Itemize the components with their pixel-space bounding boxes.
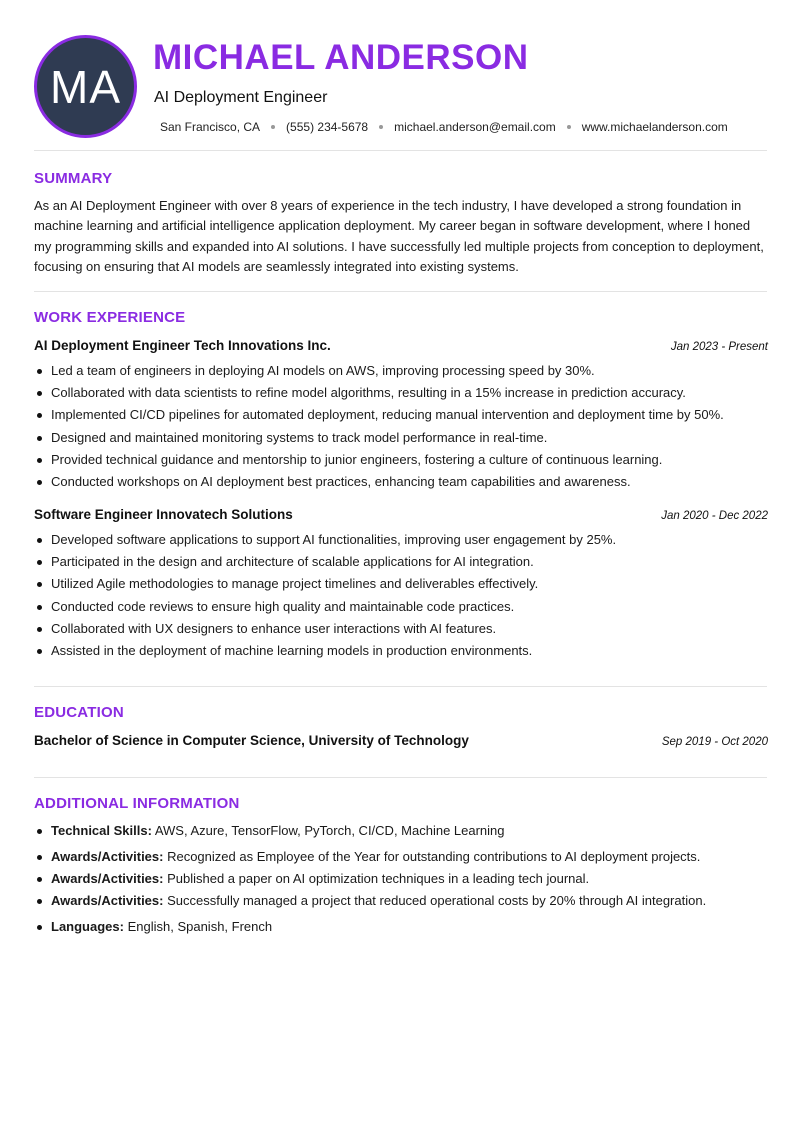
list-item: Led a team of engineers in deploying AI models on AWS, improving processing speed by 30%. — [34, 362, 768, 384]
summary-text: As an AI Deployment Engineer with over 8 years of experience in the tech industry, I have developed a strong foundation in machine learning and artificial intelligence application deployment. My career began in software development, where I honed my programming skills and expanded into AI solutions. I have successfully led multiple projects from conception to deployment, focusing on ensuring that AI models are seamlessly integrated into existing systems. — [34, 198, 764, 274]
divider — [34, 291, 767, 292]
additional-title: ADDITIONAL INFORMATION — [34, 795, 240, 812]
candidate-name: MICHAEL ANDERSON — [153, 38, 529, 77]
item-text: Published a paper on AI optimization techniques in a leading tech journal. — [163, 871, 590, 886]
experience-title: WORK EXPERIENCE — [34, 309, 186, 326]
contact-website[interactable]: www.michaelanderson.com — [581, 120, 728, 134]
list-item — [34, 892, 768, 918]
contact-phone: (555) 234-5678 — [286, 120, 369, 134]
job-date: Jan 2020 - Dec 2022 — [661, 510, 768, 522]
list-item — [34, 918, 768, 940]
separator-dot-icon — [271, 125, 275, 129]
education-title: EDUCATION — [34, 704, 124, 721]
avatar-initials: MA — [50, 60, 121, 113]
list-item: Collaborated with data scientists to refine model algorithms, resulting in a 15% increase in prediction accuracy. — [34, 384, 768, 406]
summary-title: SUMMARY — [34, 170, 113, 187]
list-item — [34, 870, 768, 892]
list-item: Assisted in the deployment of machine learning models in production environments. — [34, 642, 768, 664]
list-item: Participated in the design and architecture of scalable applications for AI integration. — [34, 553, 768, 575]
separator-dot-icon — [379, 125, 383, 129]
item-text: AWS, Azure, TensorFlow, PyTorch, CI/CD, Machine Learning — [151, 823, 505, 838]
item-label: Awards/Activities: — [51, 849, 164, 864]
candidate-role: AI Deployment Engineer — [154, 89, 328, 106]
divider — [34, 686, 767, 687]
additional-list — [34, 822, 768, 940]
job-header — [34, 338, 768, 356]
contact-bar — [160, 120, 728, 134]
item-label: Awards/Activities: — [51, 871, 164, 886]
job-title: Software Engineer Innovatech Solutions — [34, 507, 293, 522]
list-item — [34, 848, 768, 870]
education-date: Sep 2019 - Oct 2020 — [661, 736, 768, 748]
list-item — [34, 822, 768, 848]
item-text: Recognized as Employee of the Year for outstanding contributions to AI deployment projects. — [163, 849, 701, 864]
contact-email[interactable]: michael.anderson@email.com — [394, 120, 556, 134]
divider — [34, 150, 767, 151]
item-text: Successfully managed a project that reduced operational costs by 20% through AI integration. — [163, 893, 707, 908]
item-label: Awards/Activities: — [51, 893, 164, 908]
separator-dot-icon — [567, 125, 571, 129]
list-item: Developed software applications to support AI functionalities, improving user engagement by 25%. — [34, 531, 768, 553]
job-title: AI Deployment Engineer Tech Innovations Inc. — [34, 338, 331, 353]
list-item: Conducted workshops on AI deployment best practices, enhancing team capabilities and awareness. — [34, 473, 768, 495]
job-bullets — [34, 362, 768, 495]
resume-header — [0, 0, 800, 150]
avatar — [34, 35, 137, 138]
item-label: Languages: — [51, 919, 124, 934]
job-bullets — [34, 531, 768, 664]
divider — [34, 777, 767, 778]
education-entry — [34, 733, 768, 751]
item-text: English, Spanish, French — [123, 919, 273, 934]
degree: Bachelor of Science in Computer Science, University of Technology — [34, 733, 469, 748]
list-item: Implemented CI/CD pipelines for automated deployment, reducing manual intervention and deployment time by 50%. — [34, 406, 768, 428]
item-label: Technical Skills: — [51, 823, 152, 838]
job-header — [34, 507, 768, 525]
list-item: Designed and maintained monitoring systems to track model performance in real-time. — [34, 429, 768, 451]
list-item: Provided technical guidance and mentorship to junior engineers, fostering a culture of continuous learning. — [34, 451, 768, 473]
contact-location: San Francisco, CA — [160, 120, 261, 134]
list-item: Utilized Agile methodologies to manage project timelines and deliverables effectively. — [34, 575, 768, 597]
list-item: Conducted code reviews to ensure high quality and maintainable code practices. — [34, 598, 768, 620]
job-date: Jan 2023 - Present — [670, 341, 768, 353]
list-item: Collaborated with UX designers to enhance user interactions with AI features. — [34, 620, 768, 642]
